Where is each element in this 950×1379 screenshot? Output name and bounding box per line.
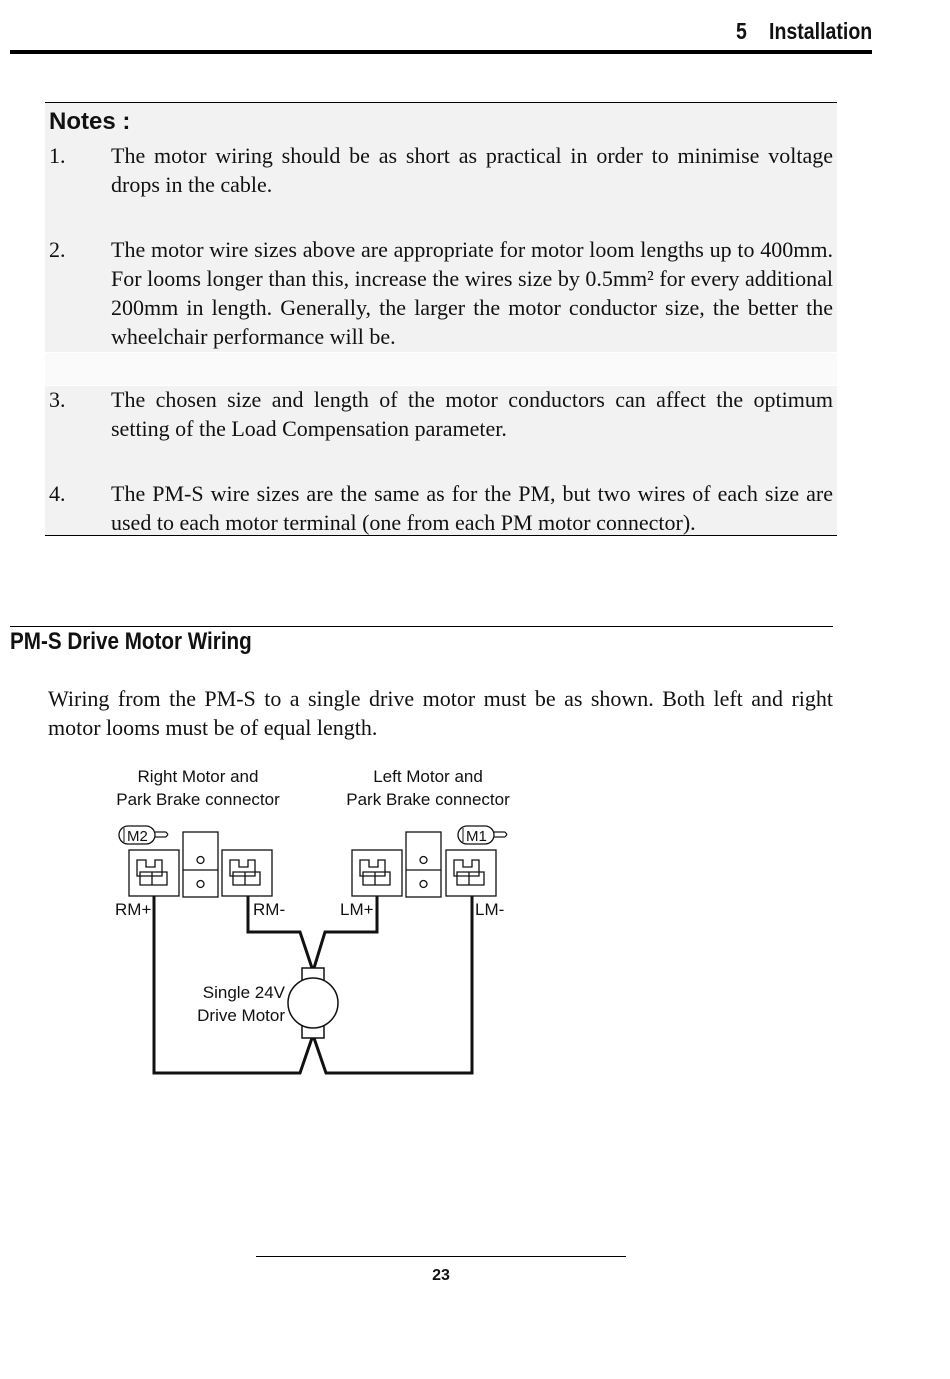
section-title: PM-S Drive Motor Wiring [10,628,252,655]
note-number: 2. [49,237,66,262]
page-number: 23 [432,1267,450,1284]
rm-plus-label: RM+ [115,900,152,919]
rm-plus-terminal [129,850,179,896]
rm-minus-terminal [222,850,272,896]
section-rule [10,626,833,627]
lm-minus-terminal [446,850,496,896]
note-number: 1. [49,143,66,168]
drive-motor [288,968,338,1038]
notes-divider-band [45,352,837,386]
left-connector-label: Left Motor and [373,767,483,786]
m2-tag-text: M2 [127,828,148,845]
wiring-diagram [100,760,530,1090]
chapter-title: Installation [768,18,872,44]
chapter-number: 5 [735,18,747,44]
m2-tag [119,826,168,845]
lm-plus-terminal [352,850,402,896]
rm-minus-label: RM- [253,900,286,919]
motor-label: Single 24V [202,983,285,1002]
page-header [10,16,872,54]
right-connector-label: Park Brake connector [116,790,280,809]
note-text: The chosen size and length of the motor conductors can affect the optimum setting of the Load Compensation parameter. [111,387,833,441]
notes-title: Notes : [49,108,131,135]
left-connector-label: Park Brake connector [346,790,510,809]
footer-rule [256,1256,626,1257]
motor-label: Drive Motor [197,1006,285,1025]
m1-tag-text: M1 [466,828,487,845]
note-text: The motor wire sizes above are appropriate for motor loom lengths up to 400mm. For looms longer than this, increase the wires size by 0.5mm² for every additional 200mm in length. Generally, the larger the motor conductor size, the better the wheelchair performance will be. [111,237,833,349]
right-connector-label: Right Motor and [137,767,259,786]
right-park-brake-terminal [183,832,218,897]
note-text: The motor wiring should be as short as practical in order to minimise voltage drops in the cable. [111,143,833,197]
note-number: 4. [49,481,66,506]
note-number: 3. [49,387,66,412]
left-park-brake-terminal [406,832,441,897]
lm-minus-wire [314,896,472,1073]
note-text: The PM-S wire sizes are the same as for the PM, but two wires of each size are used to each motor terminal (one from each PM motor connector). [111,481,833,535]
lm-minus-label: LM- [475,900,505,919]
notes-box [45,102,837,536]
chapter-heading [736,18,872,45]
lm-plus-label: LM+ [340,900,374,919]
section-paragraph: Wiring from the PM-S to a single drive motor must be as shown. Both left and right motor looms must be of equal length. [48,686,833,740]
m1-tag [458,826,507,845]
